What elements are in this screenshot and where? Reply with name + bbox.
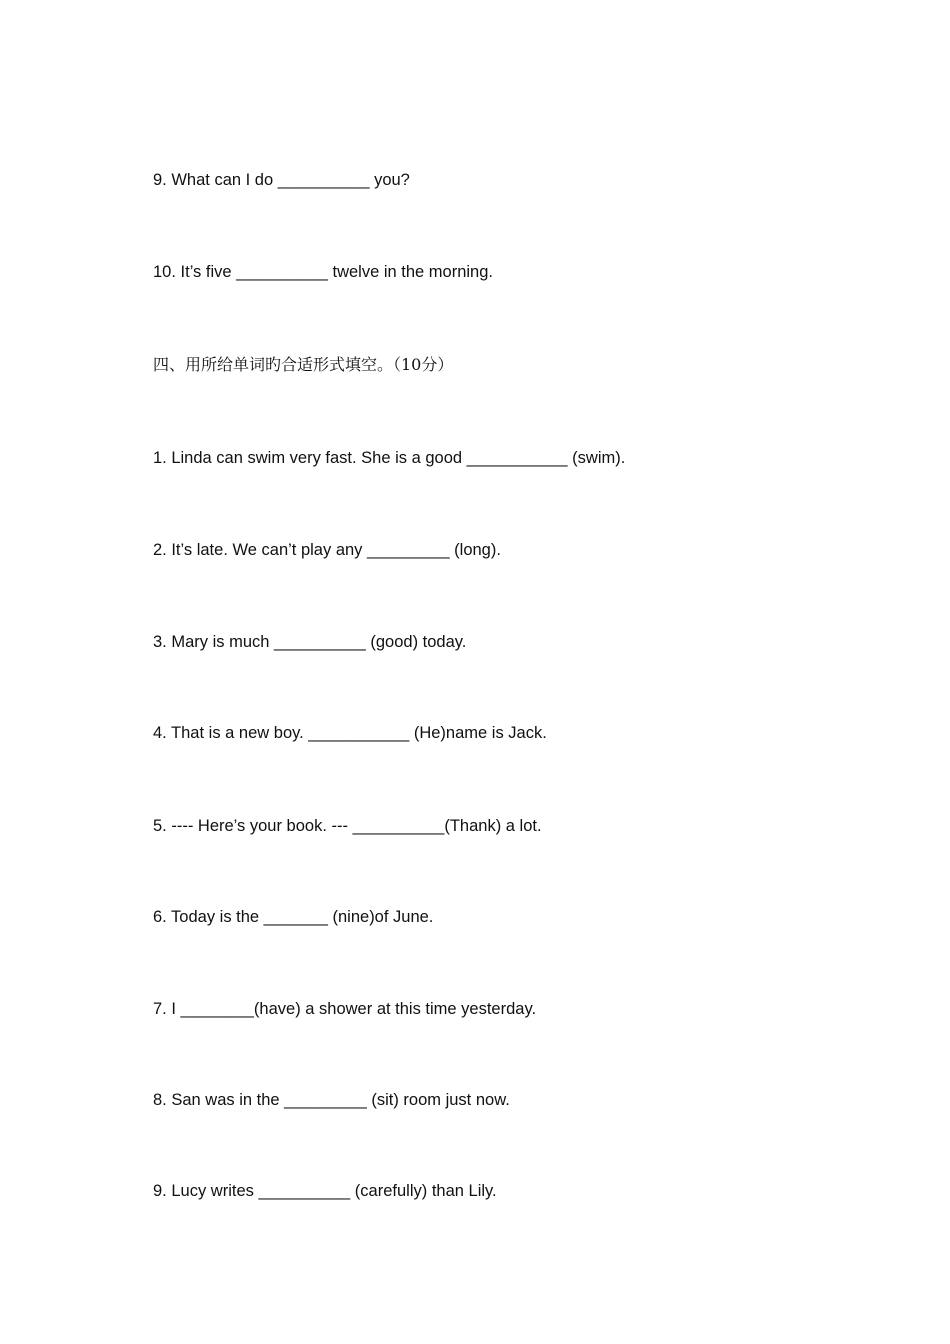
section-four-heading: 四、用所给单词旳合适形式填空。（10分）	[153, 355, 454, 374]
question-1-word-form: 1. Linda can swim very fast. She is a good ___________ (swim).	[153, 449, 626, 467]
question-7-word-form: 7. I ________(have) a shower at this time yesterday.	[153, 1000, 537, 1018]
question-4-word-form: 4. That is a new boy. ___________ (He)name is Jack.	[153, 724, 547, 742]
question-3-word-form: 3. Mary is much __________ (good) today.	[153, 633, 467, 651]
question-10-prepositions: 10. It’s five __________ twelve in the morning.	[153, 263, 493, 281]
question-9-prepositions: 9. What can I do __________ you?	[153, 171, 410, 189]
question-8-word-form: 8. San was in the _________ (sit) room just now.	[153, 1091, 510, 1109]
question-6-word-form: 6. Today is the _______ (nine)of June.	[153, 908, 434, 926]
question-2-word-form: 2. It’s late. We can’t play any _________ (long).	[153, 541, 501, 559]
question-5-word-form: 5. ---- Here’s your book. --- __________(Thank) a lot.	[153, 817, 542, 835]
question-9-word-form: 9. Lucy writes __________ (carefully) than Lily.	[153, 1182, 497, 1200]
